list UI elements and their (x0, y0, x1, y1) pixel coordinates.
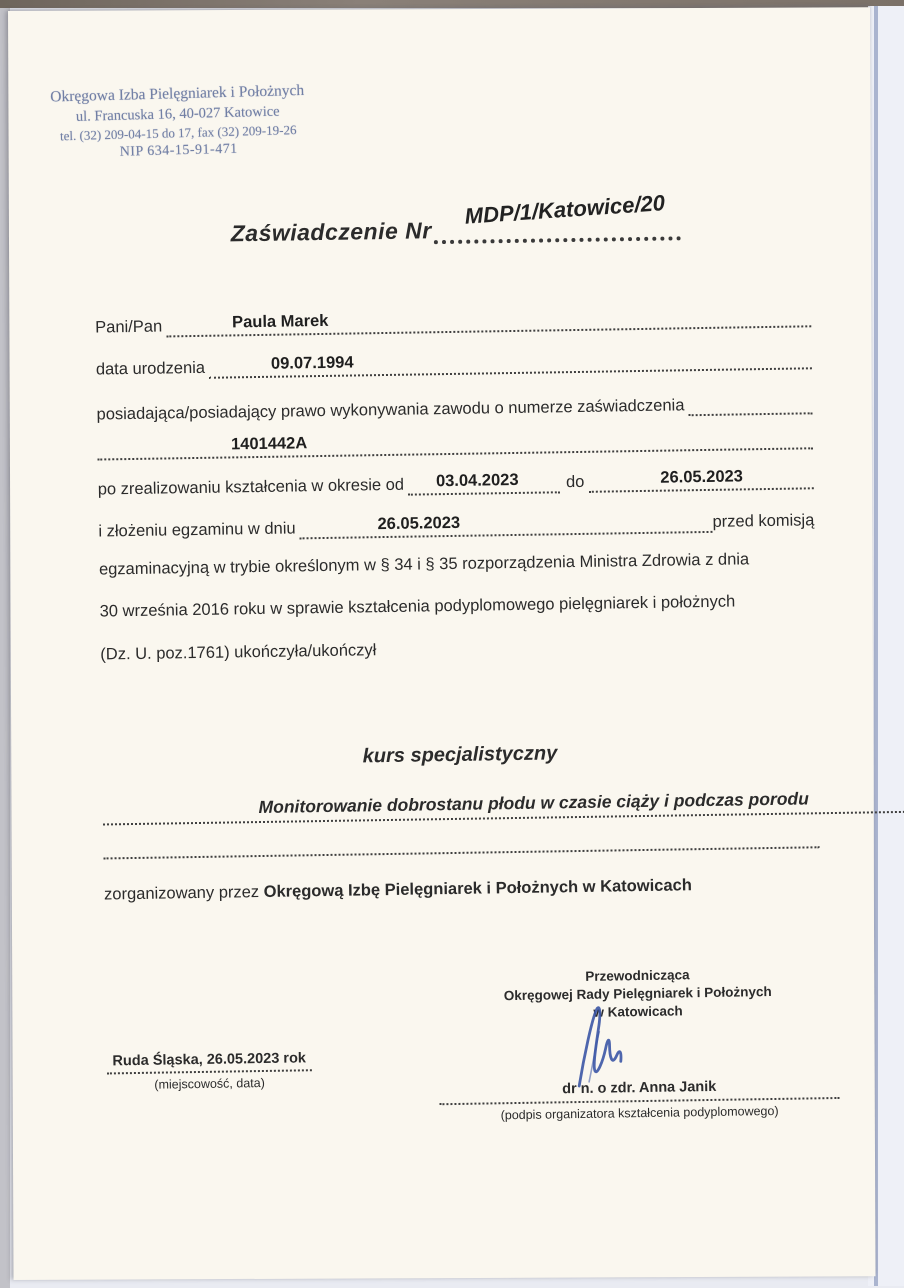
place-date: Ruda Śląska, 26.05.2023 rok (112, 1050, 307, 1070)
organizer-line (104, 874, 820, 904)
place-date-caption: (miejscowość, data) (154, 1075, 265, 1092)
period-row (98, 463, 814, 500)
signer-name: dr n. o zdr. Anna Janik (562, 1078, 717, 1097)
exam-row (98, 505, 814, 542)
signer-role-3: w Katowicach (593, 1003, 683, 1021)
certificate-number-line (433, 190, 680, 244)
signer-role-2: Okręgowej Rady Pielęgniarek i Położnych (503, 984, 772, 1004)
birth-value: 09.07.1994 (270, 353, 354, 373)
stamp-org-name: Okręgowa Izba Pielęgniarek i Położnych (50, 81, 305, 106)
license-number-line (97, 423, 813, 460)
paragraph-line-1: egzaminacyjną w trybie określonym w § 34 i § 35 rozporządzenia Ministra Zdrowia z dnia (98, 550, 750, 579)
name-value: Paula Marek (231, 311, 329, 332)
license-label: posiadająca/posiadający prawo wykonywania zawodu o numerze zaświadczenia (96, 396, 685, 424)
period-to-value: 26.05.2023 (660, 467, 744, 487)
birth-label: data urodzenia (95, 359, 206, 379)
course-type: kurs specjalistyczny (362, 742, 558, 768)
stamp-address: ul. Francuska 16, 40-027 Katowice (75, 103, 280, 125)
signer-role-1: Przewodnicząca (585, 967, 690, 984)
period-from-line (408, 467, 560, 495)
organizer-name: Okręgową Izbę Pielęgniarek i Położnych w Katowicach (263, 876, 692, 901)
issuer-stamp (41, 81, 315, 165)
certificate-page (8, 7, 876, 1280)
organizer-prefix: zorganizowany przez (103, 882, 264, 904)
birth-line (209, 343, 812, 378)
name-label: Pani/Pan (95, 317, 163, 337)
stamp-nip: NIP 634-15-91-471 (119, 141, 238, 160)
certificate-content (2, 1, 884, 1283)
signature-block-left (107, 1050, 313, 1092)
title-row (230, 192, 681, 247)
certificate-number: MDP/1/Katowice/20 (463, 190, 666, 229)
period-to-label: do (565, 473, 585, 492)
license-number-row (97, 423, 813, 460)
period-from-value: 03.04.2023 (435, 470, 519, 491)
signature-block-right (437, 964, 839, 1123)
stamp-phone: tel. (32) 209-04-15 do 17, fax (32) 209-19-26 (59, 122, 297, 144)
period-to-line (588, 463, 814, 493)
exam-line (299, 507, 712, 539)
paragraph-line-2: 30 września 2016 roku w sprawie kształcenia podyplomowego pielęgniarek i położnych (99, 592, 736, 621)
license-number-value: 1401442A (230, 434, 308, 454)
exam-after-label: przed komisją (712, 511, 815, 532)
exam-value: 26.05.2023 (377, 513, 461, 534)
signature-caption: (podpis organizatora kształcenia podyplomowego) (500, 1103, 779, 1122)
license-trailing-dots (688, 388, 812, 416)
name-row (95, 301, 811, 338)
course-title-line (103, 780, 904, 826)
license-row (96, 388, 812, 425)
birth-row (96, 343, 812, 380)
place-date-dotted-line (107, 1069, 312, 1074)
name-line (166, 301, 811, 337)
course-title: Monitorowanie dobrostanu płodu w czasie ciąży i podczas porodu (258, 788, 809, 818)
exam-label: i złożeniu egzaminu w dniu (98, 519, 296, 541)
paragraph-line-3: (Dz. U. poz.1761) ukończyła/ukończył (100, 641, 377, 664)
certificate-title: Zaświadczenie Nr (230, 217, 432, 247)
period-label: po zrealizowaniu kształcenia w okresie od (97, 476, 405, 499)
empty-dotted-line (103, 836, 819, 859)
